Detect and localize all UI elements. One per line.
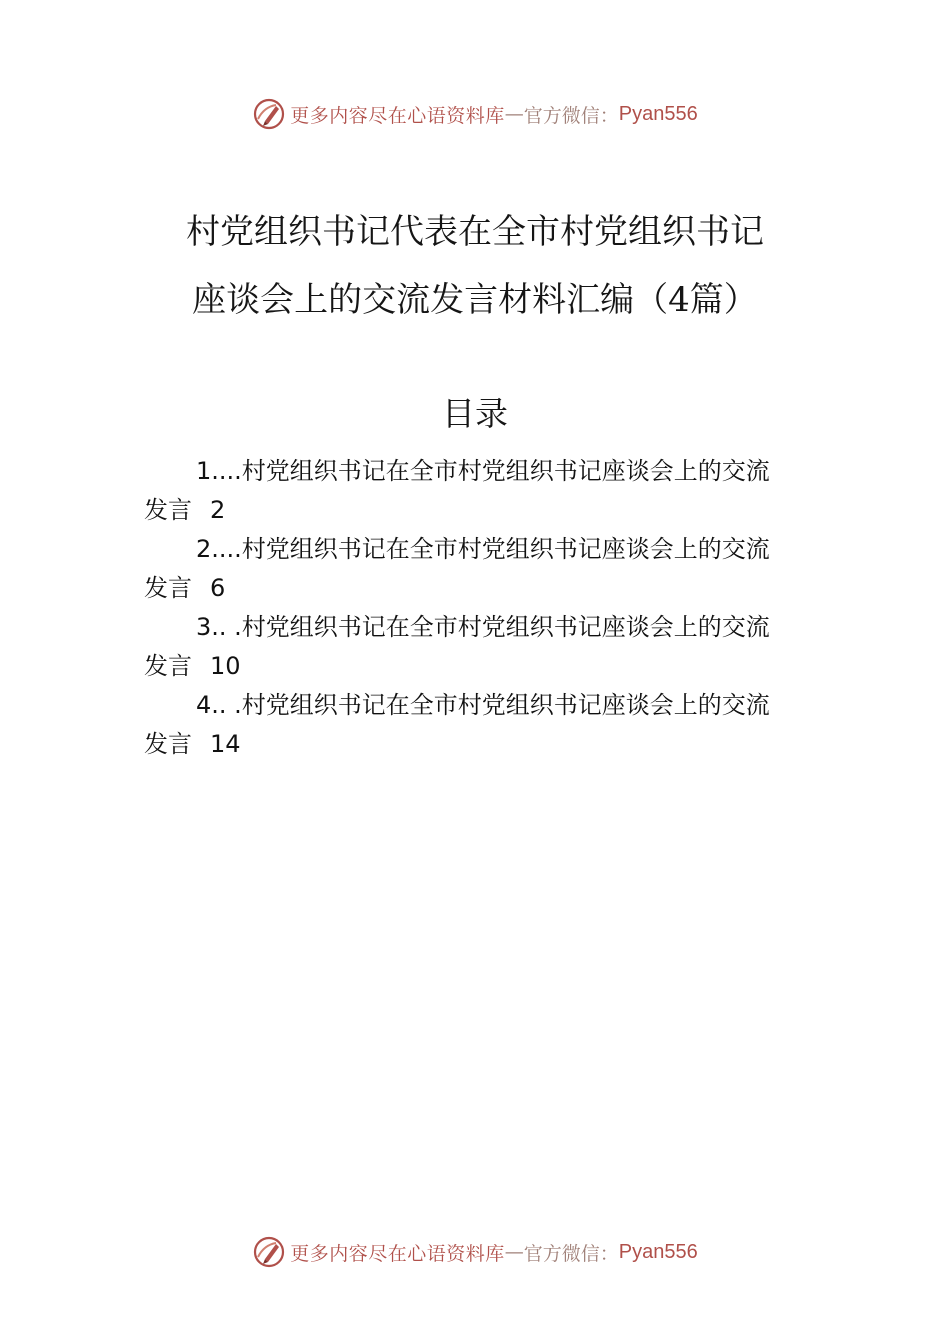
banner-text: 更多内容尽在心语资料库 xyxy=(290,104,505,127)
banner-dash: — xyxy=(504,103,524,125)
banner-text: 更多内容尽在心语资料库 xyxy=(290,1242,505,1265)
toc-entry-number: 3.. . xyxy=(196,613,242,641)
toc-entry-page: 6 xyxy=(210,574,226,602)
header-banner xyxy=(0,94,950,134)
banner-wechat-label: 官方微信： xyxy=(523,1242,619,1265)
toc-entry-page: 2 xyxy=(210,496,226,524)
toc-entry-3[interactable] xyxy=(144,608,824,686)
toc-heading: 目录 xyxy=(442,394,508,433)
banner-dash: — xyxy=(504,1241,524,1263)
toc-entry-number: 2.... xyxy=(196,535,242,563)
toc-entry-number: 1.... xyxy=(196,457,242,485)
banner-wechat-label: 官方微信： xyxy=(523,104,619,127)
toc-entry-title: 村党组织书记在全市村党组织书记座谈会上的交流 xyxy=(241,613,770,641)
document-title-line2: 座谈会上的交流发言材料汇编（4篇） xyxy=(192,280,758,320)
toc-entry-title-cont: 发言 xyxy=(144,730,192,758)
toc-entry-title: 村党组织书记在全市村党组织书记座谈会上的交流 xyxy=(241,691,770,719)
document-title-line1: 村党组织书记代表在全市村党组织书记 xyxy=(186,212,764,252)
footer-banner xyxy=(0,1232,950,1272)
toc-entry-title: 村党组织书记在全市村党组织书记座谈会上的交流 xyxy=(241,457,770,485)
pen-logo-icon xyxy=(252,1235,286,1269)
table-of-contents xyxy=(144,452,824,764)
toc-entry-title-cont: 发言 xyxy=(144,574,192,602)
toc-entry-1[interactable] xyxy=(144,452,824,530)
toc-entry-title-cont: 发言 xyxy=(144,652,192,680)
toc-entry-2[interactable] xyxy=(144,530,824,608)
toc-entry-title-cont: 发言 xyxy=(144,496,192,524)
pen-logo-icon xyxy=(252,97,286,131)
toc-entry-4[interactable] xyxy=(144,686,824,764)
banner-wechat-id: Pyan556 xyxy=(618,1240,698,1263)
toc-entry-number: 4.. . xyxy=(196,691,242,719)
toc-entry-title: 村党组织书记在全市村党组织书记座谈会上的交流 xyxy=(241,535,770,563)
toc-entry-page: 14 xyxy=(210,730,241,758)
toc-entry-page: 10 xyxy=(210,652,241,680)
banner-wechat-id: Pyan556 xyxy=(618,102,698,125)
